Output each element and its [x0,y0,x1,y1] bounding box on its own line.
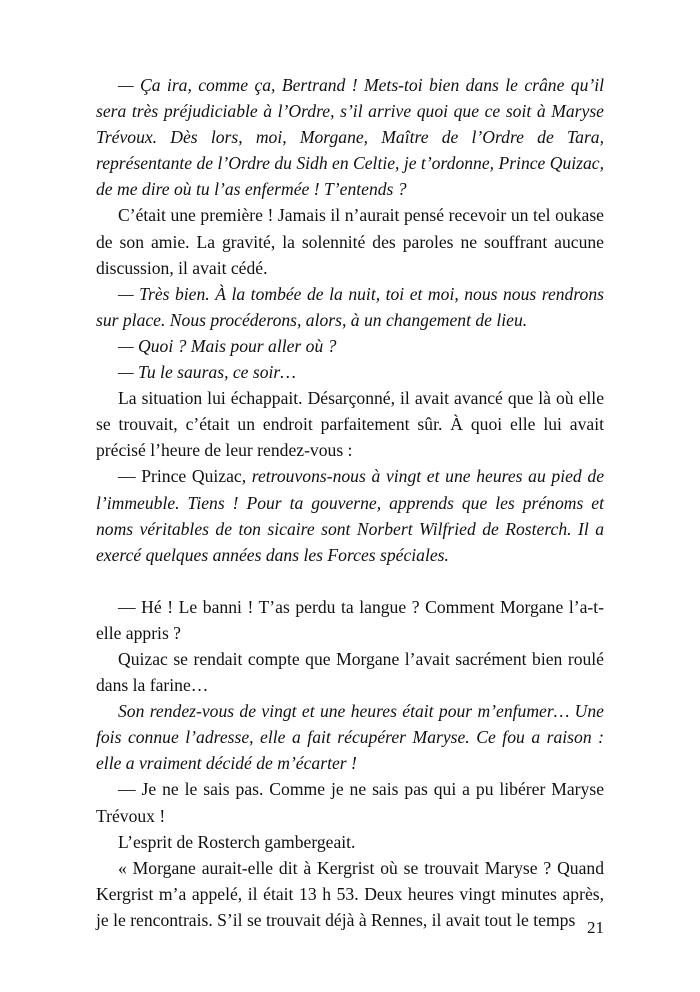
paragraph [96,855,604,933]
italic-text: Son rendez-vous de vingt et une heures était pour m’enfumer… Une fois connue l’adresse, elle a fait récupérer Maryse. Ce fou a raison : elle a vraiment décidé de m’écarter ! [96,701,604,774]
text-segment: C’était une première ! Jamais il n’aurait pensé recevoir un tel oukase de son amie. La gravité, la solennité des paroles ne souffrant aucune discussion, il avait cédé. [96,205,604,278]
paragraph [96,359,604,385]
paragraph [96,385,604,463]
text-segment: — Hé ! Le banni ! T’as perdu ta langue ? Comment Morgane l’a-t-elle appris ? [96,596,604,643]
text-segment: L’esprit de Rosterch gambergeait. [118,831,356,852]
paragraph [96,333,604,359]
paragraph [96,72,604,202]
paragraph [96,202,604,280]
text-segment: — Prince Quizac, [118,466,252,487]
italic-text: — Très bien. À la tombée de la nuit, toi et moi, nous nous rendrons sur place. Nous procéderons, alors, à un changement de lieu. [96,283,604,330]
text-segment: La situation lui échappait. Désarçonné, il avait avancé que là où elle se trouvait, c’était un endroit parfaitement sûr. À quoi elle lui avait précisé l’heure de leur rendez-vous : [96,388,604,461]
paragraph [96,646,604,698]
italic-text: retrouvons-nous à vingt et une heures au pied de l’immeuble. Tiens ! Pour ta gouverne, apprends que les prénoms et noms véritables de ton sicaire sont Norbert Wilfried de Rosterch. Il a exercé quelques années dans les Forces spéciales. [96,466,605,565]
text-segment: Quizac se rendait compte que Morgane l’avait sacrément bien roulé dans la farine… [96,648,604,696]
body-text [96,72,604,933]
paragraph [96,776,604,828]
text-segment: — Je ne le sais pas. Comme je ne sais pas qui a pu libérer Maryse Trévoux ! [96,779,604,826]
paragraph [96,281,604,333]
paragraph [96,463,604,567]
italic-text: — Tu le sauras, ce soir… [118,362,296,383]
paragraph [96,594,604,646]
text-segment: « Morgane aurait-elle dit à Kergrist où se trouvait Maryse ? Quand Kergrist m’a appelé, il était 13 h 53. Deux heures vingt minutes après, je le rencontrais. S’il se trouvait déjà à Rennes, il avait tout le temps [96,857,604,930]
section-break [96,568,604,594]
italic-text: — Quoi ? Mais pour aller où ? [118,335,337,356]
paragraph [96,829,604,855]
paragraph [96,698,604,776]
page-number: 21 [587,918,604,937]
italic-text: — Ça ira, comme ça, Bertrand ! Mets-toi bien dans le crâne qu’il sera très préjudiciable à l’Ordre, s’il arrive quoi que ce soit à Maryse Trévoux. Dès lors, moi, Morgane, Maître de l’Ordre de Tara, représentante de l’Ordre du Sidh en Celtie, je t’ordonne, Prince Quizac, de me dire où tu l’as enfermée ! T’entends ? [96,75,604,200]
